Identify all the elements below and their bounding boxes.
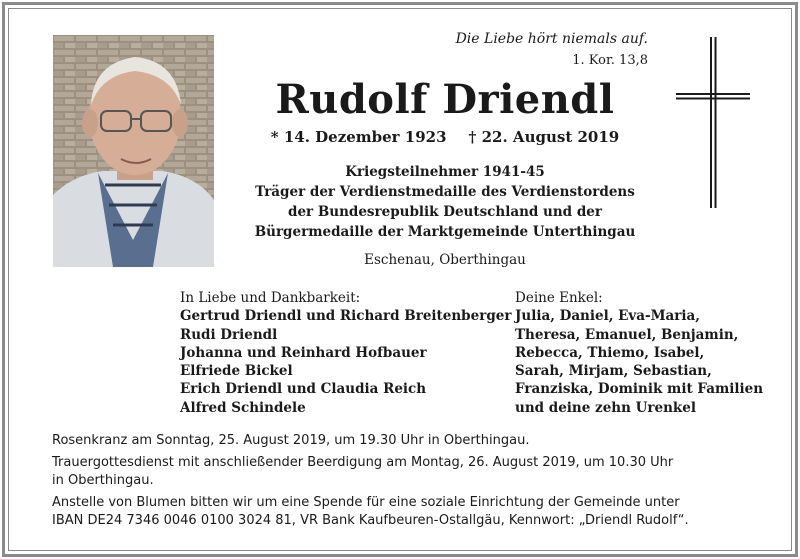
portrait-photo [53, 35, 214, 267]
residence: Eschenau, Oberthingau [364, 252, 526, 268]
funeral-notice [52, 454, 772, 490]
grandchildren-line: Julia, Daniel, Eva-Maria, [515, 308, 700, 325]
funeral-notice-line: Trauergottesdienst mit anschließender Beerdigung am Montag, 26. August 2019, um 10.30 Uhr [52, 455, 674, 470]
life-dates [260, 128, 630, 146]
grandchildren-line: Rebecca, Thiemo, Isabel, [515, 344, 705, 361]
deceased-name: Rudolf Driendl [275, 76, 615, 123]
bible-quote: Die Liebe hört niemals auf. [455, 31, 648, 47]
mourner-name: Johanna und Reinhard Hofbauer [180, 344, 427, 361]
mourner-name: Rudi Driendl [180, 326, 278, 343]
honor-line: Kriegsteilnehmer 1941-45 [345, 164, 545, 180]
mourner-name: Gertrud Driendl und Richard Breitenberger [180, 308, 512, 325]
funeral-notice-line: in Oberthingau. [52, 473, 154, 488]
honors-block [250, 162, 640, 242]
rosary-notice: Rosenkranz am Sonntag, 25. August 2019, um 19.30 Uhr in Oberthingau. [52, 433, 530, 448]
mourner-name: Alfred Schindele [180, 399, 306, 416]
donation-notice-line: IBAN DE24 7346 0046 0100 3024 81, VR Bank Kaufbeuren-Ostallgäu, Kennwort: „Driendl Rudolf“. [52, 513, 689, 528]
grandchildren-line: Theresa, Emanuel, Benjamin, [515, 326, 739, 343]
grandchildren-line: Franziska, Dominik mit Familien [515, 381, 764, 398]
donation-notice [52, 494, 772, 530]
notices-block [52, 432, 772, 534]
mourners-intro: In Liebe und Dankbarkeit: [180, 290, 361, 306]
cross-icon [676, 37, 750, 208]
donation-notice-line: Anstelle von Blumen bitten wir um eine Spende für eine soziale Einrichtung der Gemeinde unter [52, 495, 680, 510]
mourners-list [180, 289, 511, 417]
bible-quote-reference: 1. Kor. 13,8 [572, 53, 648, 68]
honor-line: Träger der Verdienstmedaille des Verdienstordens [255, 184, 635, 200]
grandchildren-line: Sarah, Mirjam, Sebastian, [515, 363, 712, 380]
grandchildren-list [515, 289, 763, 417]
honor-line: Bürgermedaille der Marktgemeinde Unterthingau [254, 224, 636, 240]
mourner-name: Elfriede Bickel [180, 363, 293, 380]
mourner-name: Erich Driendl und Claudia Reich [180, 381, 427, 398]
honor-line: der Bundesrepublik Deutschland und der [288, 204, 602, 220]
grandchildren-line: und deine zehn Urenkel [515, 399, 696, 416]
death-date: † 22. August 2019 [468, 128, 620, 146]
grandchildren-intro: Deine Enkel: [515, 290, 603, 306]
birth-date: * 14. Dezember 1923 [270, 128, 447, 146]
